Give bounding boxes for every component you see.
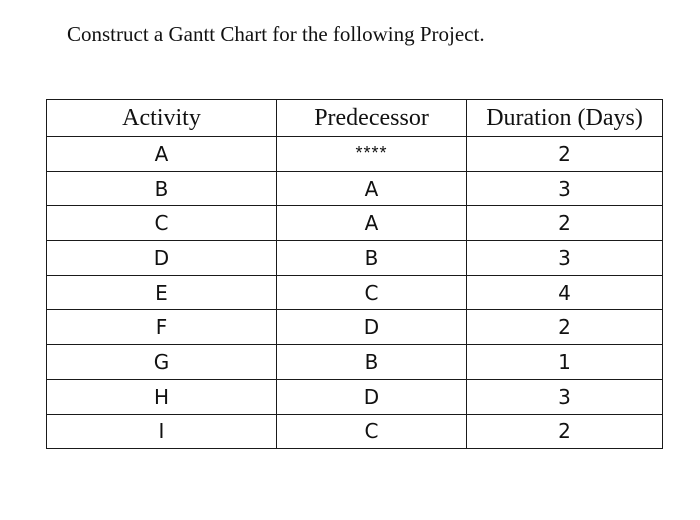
predecessor-cell: A bbox=[277, 171, 467, 206]
project-activity-table bbox=[46, 99, 663, 449]
column-header-predecessor: Predecessor bbox=[277, 100, 467, 137]
table-row bbox=[47, 414, 663, 449]
table-row bbox=[47, 345, 663, 380]
table-row bbox=[47, 171, 663, 206]
activity-cell: I bbox=[47, 414, 277, 449]
column-header-activity: Activity bbox=[47, 100, 277, 137]
activity-cell: C bbox=[47, 206, 277, 241]
table-row bbox=[47, 241, 663, 276]
predecessor-cell: B bbox=[277, 345, 467, 380]
activity-cell: H bbox=[47, 379, 277, 414]
predecessor-cell: C bbox=[277, 275, 467, 310]
duration-cell: 3 bbox=[467, 241, 663, 276]
duration-cell: 2 bbox=[467, 310, 663, 345]
activity-cell: D bbox=[47, 241, 277, 276]
activity-cell: G bbox=[47, 345, 277, 380]
predecessor-cell: **** bbox=[277, 137, 467, 172]
activity-cell: F bbox=[47, 310, 277, 345]
duration-cell: 3 bbox=[467, 379, 663, 414]
activity-cell: B bbox=[47, 171, 277, 206]
table-row bbox=[47, 206, 663, 241]
duration-cell: 4 bbox=[467, 275, 663, 310]
duration-cell: 3 bbox=[467, 171, 663, 206]
question-title: Construct a Gantt Chart for the following Project. bbox=[67, 22, 485, 46]
table-row bbox=[47, 137, 663, 172]
activity-cell: E bbox=[47, 275, 277, 310]
predecessor-cell: D bbox=[277, 310, 467, 345]
predecessor-cell: D bbox=[277, 379, 467, 414]
duration-cell: 2 bbox=[467, 206, 663, 241]
duration-cell: 1 bbox=[467, 345, 663, 380]
predecessor-cell: C bbox=[277, 414, 467, 449]
table-header-row bbox=[47, 100, 663, 137]
table-row bbox=[47, 310, 663, 345]
duration-cell: 2 bbox=[467, 137, 663, 172]
activity-cell: A bbox=[47, 137, 277, 172]
column-header-duration: Duration (Days) bbox=[467, 100, 663, 137]
table-row bbox=[47, 275, 663, 310]
predecessor-cell: B bbox=[277, 241, 467, 276]
predecessor-cell: A bbox=[277, 206, 467, 241]
duration-cell: 2 bbox=[467, 414, 663, 449]
table-row bbox=[47, 379, 663, 414]
